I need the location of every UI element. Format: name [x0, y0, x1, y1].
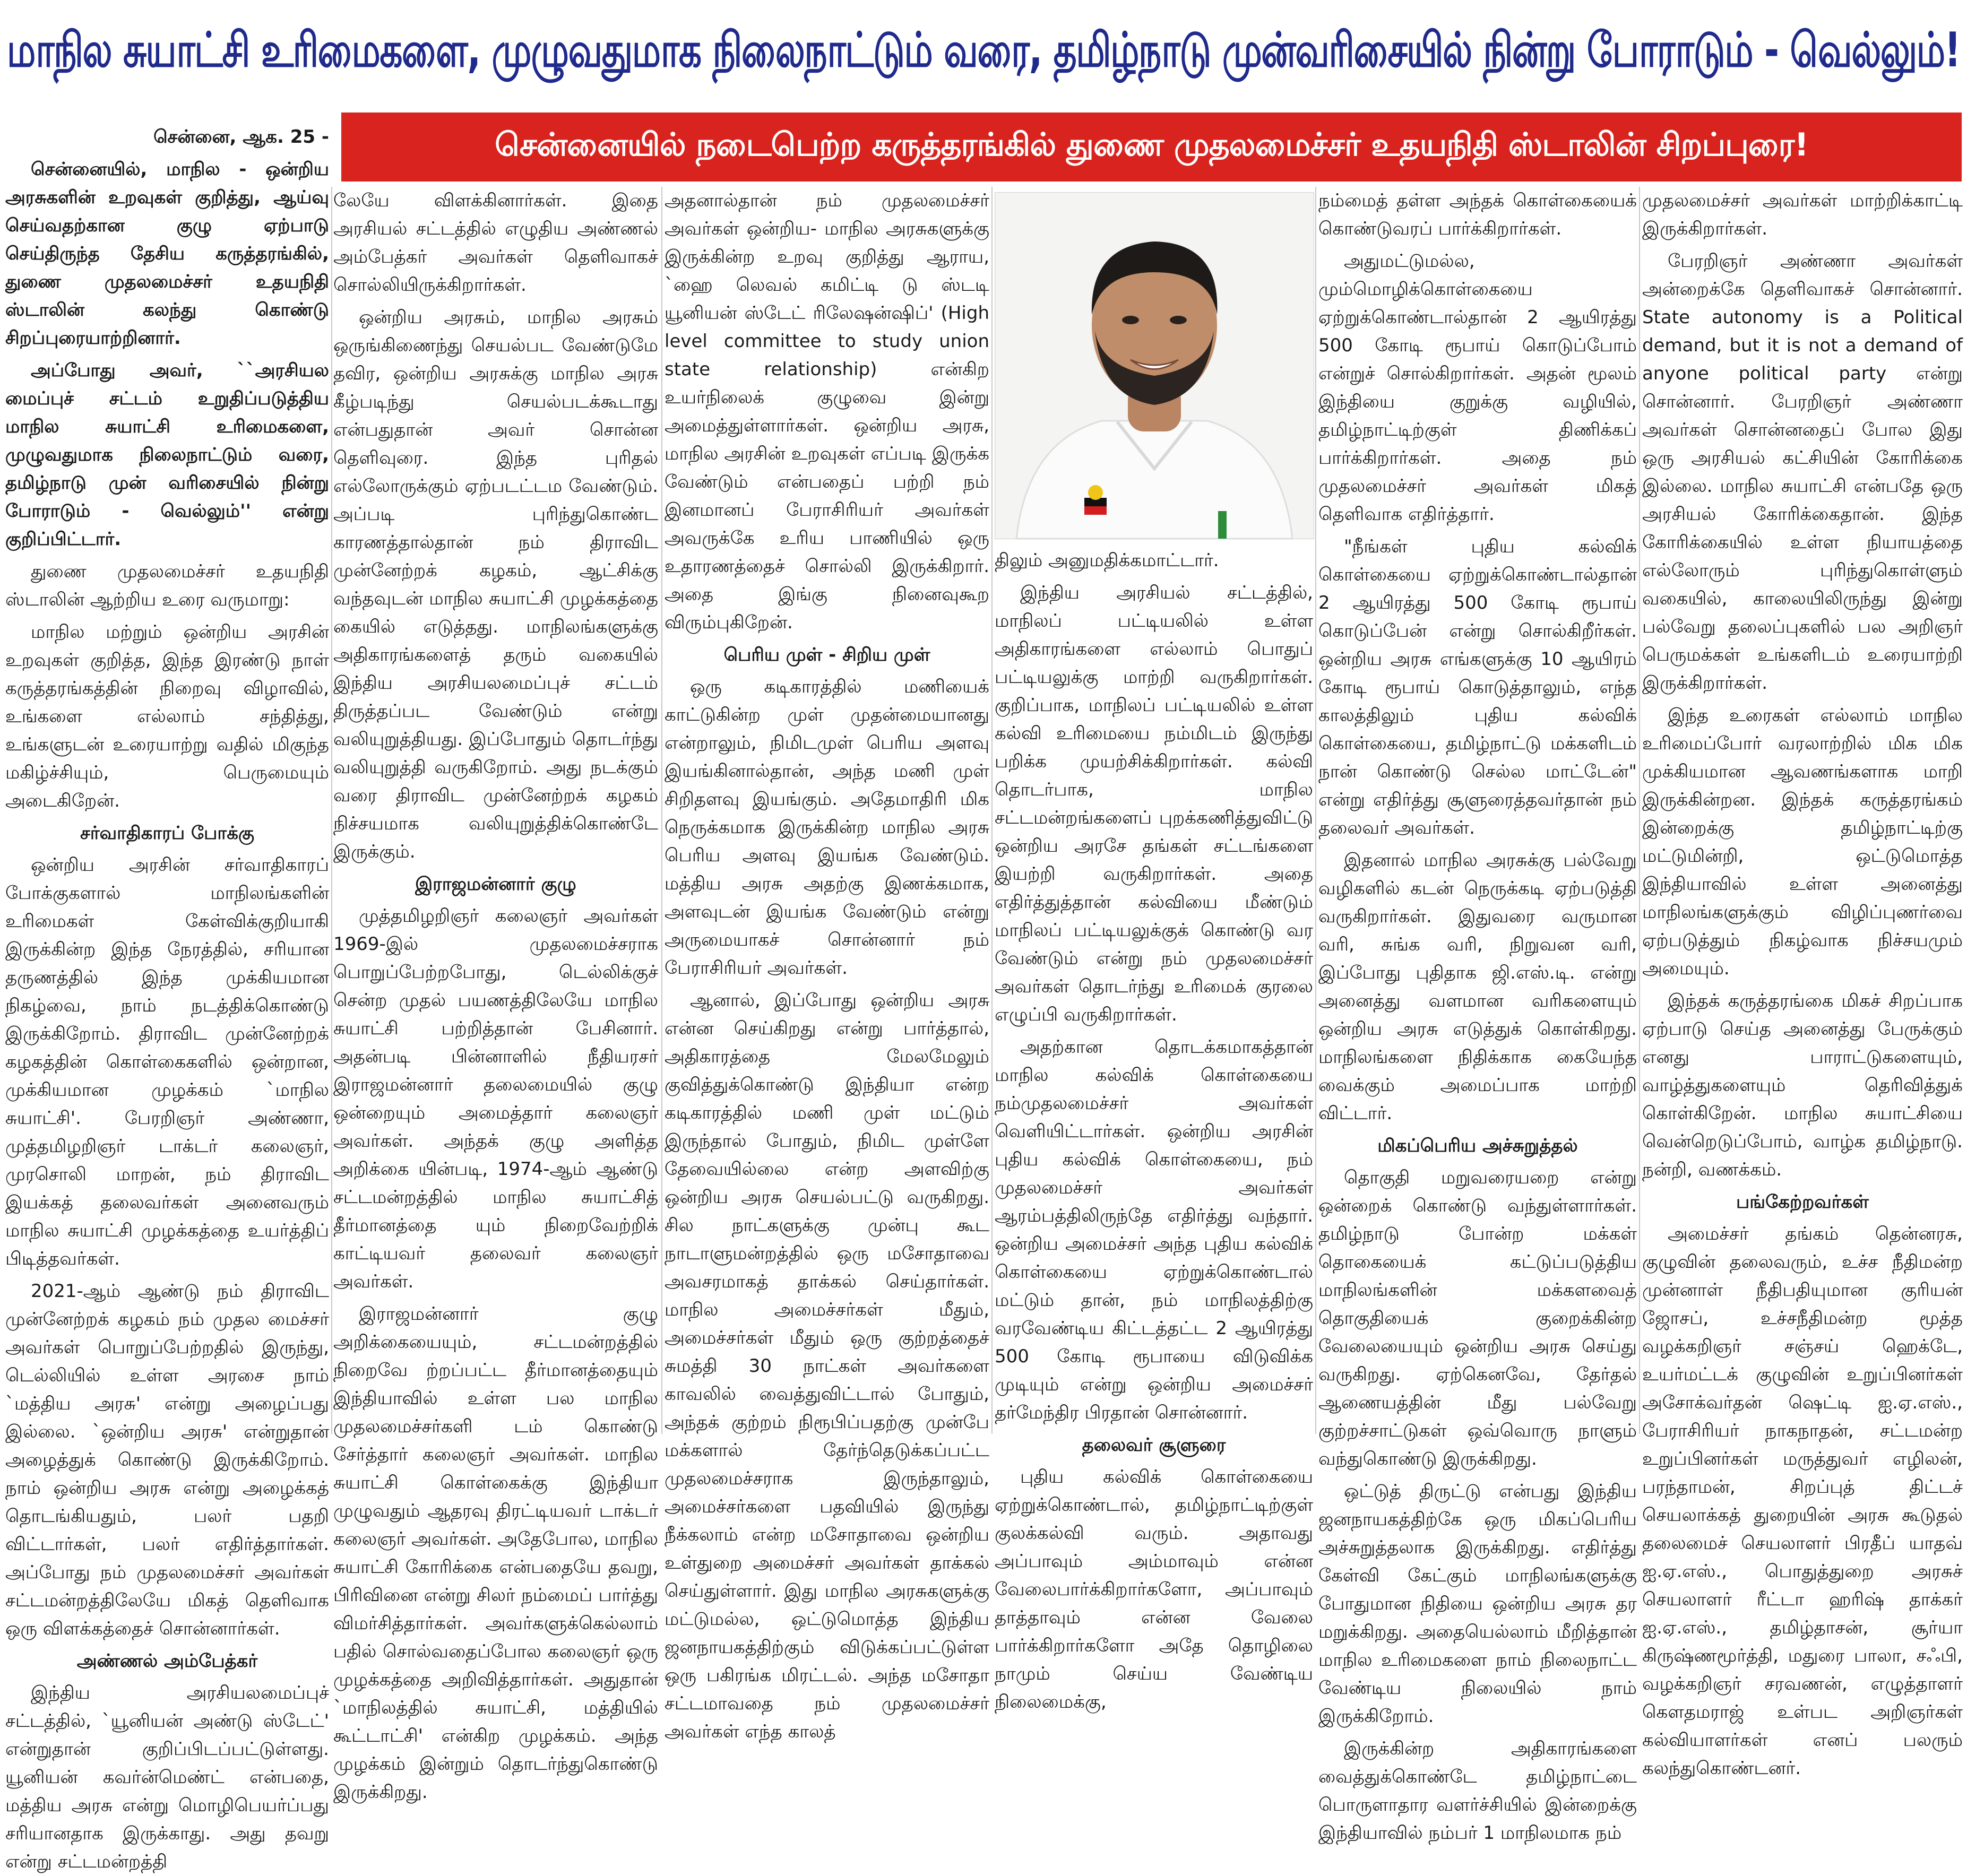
- section-heading: மிகப்பெரிய அச்சுறுத்தல்: [1377, 1135, 1578, 1156]
- column-divider: [1315, 187, 1316, 1434]
- section-heading: இராஜமன்னார் குழு: [415, 874, 576, 895]
- article-paragraph: ஒன்றிய அரசின் சர்வாதிகாரப் போக்குகளால் மாநிலங்களின் உரிமைகள் கேள்விக்குறியாகி இருக்கின்ற இந்த நேரத்தில், சரியான தருணத்தில் இந்த முக்கியமான நிகழ்வை, நாம் நடத்திக்கொண்டு இருக்கிறோம். திராவிட முன்னேற்றக் கழகத்தின் கொள்கைகளில் ஒன்றான, முக்கியமான முழக்கம் `மாநில சுயாட்சி'. பேரறிஞர் அண்ணா, முத்தமிழறிஞர் டாக்டர் கலைஞர், முரசொலி மாறன், நம் திராவிட இயக்கத் தலைவர்கள் அனைவரும் மாநில சுயாட்சி முழக்கத்தை உயர்த்திப் பிடித்தவர்கள்.: [5, 854, 329, 1269]
- article-column-2: [333, 187, 658, 1803]
- article-paragraph: அதனால்தான் நம் முதலமைச்சர் அவர்கள் ஒன்றிய- மாநில அரசுகளுக்கு இருக்கின்ற உறவு குறித்து ஆராய, `ஹை லெவல் கமிட்டி டு ஸ்டடி யூனியன் ஸ்டேட் ரிலேஷன்ஷிப்' (High level committee to study union state relationship) என்கிற உயர்நிலைக் குழுவை இன்று அமைத்துள்ளார்கள். ஒன்றிய அரசு, மாநில அரசின் உறவுகள் எப்படி இருக்க வேண்டும் என்பதைப் பற்றி நம் இனமானப் பேராசிரியர் அவர்கள் அவருக்கே உரிய பாணியில் ஒரு உதாரணத்தைச் சொல்லி இருக்கிறார். அதை இங்கு நினைவுகூற விரும்புகிறேன்.: [665, 190, 989, 633]
- column-divider: [1639, 187, 1640, 1434]
- article-paragraph: அமைச்சர் தங்கம் தென்னரசு, குழுவின் தலைவரும், உச்ச நீதிமன்ற முன்னாள் நீதிபதியுமான குரியன் ஜோசப், உச்சநீதிமன்ற மூத்த வழக்கறிஞர் சஞ்சய் ஹெக்டே, உயர்மட்டக் குழுவின் உறுப்பினர்கள் அசோக்வர்தன் ஷெட்டி ஐ.ஏ.எஸ்., பேராசிரியர் நாகநாதன், சட்டமன்ற உறுப்பினர்கள் மருத்துவர் எழிலன், பரந்தாமன், சிறப்புத் திட்டச் செயலாக்கத் துறையின் அரசு கூடுதல் தலைமைச் செயலாளர் பிரதீப் யாதவ் ஐ.ஏ.எஸ்., பொதுத்துறை அரசுச் செயலாளர் ரீட்டா ஹரிஷ் தாக்கர் ஐ.ஏ.எஸ்., தமிழ்தாசன், சூர்யா கிருஷ்ணமூர்த்தி, மதுரை பாலா, சஃபி, வழக்கறிஞர் சரவணன், எழுத்தாளர் கௌதமராஜ் உள்பட அறிஞர்கள் கல்வியாளர்கள் எனப் பலரும் கலந்துகொண்டனர்.: [1642, 1223, 1963, 1779]
- article-paragraph: ஒன்றிய அரசும், மாநில அரசும் ஒருங்கிணைந்து செயல்பட வேண்டுமே தவிர, ஒன்றிய அரசுக்கு மாநில அரசு கீழ்படிந்து செயல்படக்கூடாது என்பதுதான் அவர் சொன்ன தெளிவுரை. இந்த புரிதல் எல்லோருக்கும் ஏற்படட்டம வேண்டும். அப்படி புரிந்துகொண்ட காரணத்தால்தான் நம் திராவிட முன்னேற்றக் கழகம், ஆட்சிக்கு வந்தவுடன் மாநில சுயாட்சி முழக்கத்தை கையில் எடுத்தது. மாநிலங்களுக்கு அதிகாரங்களைத் தரும் வகையில் இந்திய அரசியலமைப்புச் சட்டம் திருத்தப்பட வேண்டும் என்று வலியுறுத்தியது. இப்போதும் தொடர்ந்து வலியுறுத்தி வருகிறோம். அது நடக்கும் வரை திராவிட முன்னேற்றக் கழகம் நிச்சயமாக வலியுறுத்திக்கொண்டே இருக்கும்.: [333, 307, 658, 862]
- section-heading: பெரிய முள் - சிறிய முள்: [723, 644, 930, 665]
- article-paragraph: சென்னையில், மாநில - ஒன்றிய அரசுகளின் உறவுகள் குறித்து, ஆய்வு செய்வதற்கான குழு ஏற்பாடு செய்திருந்த தேசிய கருத்தரங்கில், துணை முதலமைச்சர் உதயநிதி ஸ்டாலின் கலந்து கொண்டு சிறப்புரையாற்றினார்.: [5, 159, 329, 349]
- article-paragraph: நம்மைத் தள்ள அந்தக் கொள்கையைக் கொண்டுவரப் பார்க்கிறார்கள்.: [1318, 190, 1637, 239]
- article-paragraph: மாநில மற்றும் ஒன்றிய அரசின் உறவுகள் குறித்த, இந்த இரண்டு நாள் கருத்தரங்கத்தின் நிறைவு விழாவில், உங்களை எல்லாம் சந்தித்து, உங்களுடன் உரையாற்று வதில் மிகுந்த மகிழ்ச்சியும், பெருமையும் அடைகிறேன்.: [5, 621, 329, 811]
- article-paragraph: அப்போது அவர், ``அரசியல மைப்புச் சட்டம் உறுதிப்படுத்திய மாநில சுயாட்சி உரிமைகளை, முழுவதுமாக நிலைநாட்டும் வரை, தமிழ்நாடு முன் வரிசையில் நின்று போராடும் - வெல்லும்'' என்று குறிப்பிட்டார்.: [5, 360, 329, 550]
- article-paragraph: ஆனால், இப்போது ஒன்றிய அரசு என்ன செய்கிறது என்று பார்த்தால், அதிகாரத்தை மேலமேலும் குவித்துக்கொண்டு இந்தியா என்ற கடிகாரத்தில் மணி முள் மட்டும் இருந்தால் போதும், நிமிட முள்ளே தேவையில்லை என்ற அளவிற்கு ஒன்றிய அரசு செயல்பட்டு வருகிறது. சில நாட்களுக்கு முன்பு கூட நாடாளுமன்றத்தில் ஒரு மசோதாவை அவசரமாகத் தாக்கல் செய்தார்கள். மாநில அமைச்சர்கள் மீதும், அமைச்சர்கள் மீதும் ஒரு குற்றத்தைச் சுமத்தி 30 நாட்கள் அவர்களை காவலில் வைத்துவிட்டால் போதும், அந்தக் குற்றம் நிரூபிப்பதற்கு முன்பே மக்களால் தேர்ந்தெடுக்கப்பட்ட முதலமைச்சராக இருந்தாலும், அமைச்சர்களை பதவியில் இருந்து நீக்கலாம் என்ற மசோதாவை ஒன்றிய உள்துறை அமைச்சர் அவர்கள் தாக்கல் செய்துள்ளார். இது மாநில அரசுகளுக்கு மட்டுமல்ல, ஒட்டுமொத்த இந்திய ஜனநாயகத்திற்கும் விடுக்கப்பட்டுள்ள ஒரு பகிரங்க மிரட்டல். அந்த மசோதா சட்டமாவதை நம் முதலமைச்சர் அவர்கள் எந்த காலத்: [665, 990, 989, 1742]
- article-column-6: [1642, 187, 1963, 1779]
- section-heading: சர்வாதிகாரப் போக்கு: [80, 823, 254, 844]
- article-paragraph: இந்திய அரசியல் சட்டத்தில், மாநிலப் பட்டியலில் உள்ள அதிகாரங்களை எல்லாம் பொதுப் பட்டியலுக்கு மாற்றி வருகிறார்கள். குறிப்பாக, மாநிலப் பட்டியலில் உள்ள கல்வி உரிமையை நம்மிடம் இருந்து பறிக்க முயற்சிக்கிறார்கள். கல்வி தொடர்பாக, மாநில சட்டமன்றங்களைப் புறக்கணித்துவிட்டு ஒன்றிய அரசே தங்கள் சட்டங்களை இயற்றி வருகிறார்கள். அதை எதிர்த்துத்தான் கல்வியை மீண்டும் மாநிலப் பட்டியலுக்குக் கொண்டு வர வேண்டும் என்று நம் முதலமைச்சர் அவர்கள் தொடர்ந்து உரிமைக் குரலை எழுப்பி வருகிறார்கள்.: [995, 582, 1313, 1025]
- article-paragraph: "நீங்கள் புதிய கல்விக் கொள்கையை ஏற்றுக்கொண்டால்தான் 2 ஆயிரத்து 500 கோடி ரூபாய் கொடுப்பேன் என்று சொல்கிறீர்கள். ஒன்றிய அரசு எங்களுக்கு 10 ஆயிரம் கோடி ரூபாய் கொடுத்தாலும், எந்த காலத்திலும் புதிய கல்விக் கொள்கையை, தமிழ்நாட்டு மக்களிடம் நான் கொண்டு செல்ல மாட்டேன்" என்று எதிர்த்து சூளுரைத்தவர்தான் நம் தலைவர் அவர்கள்.: [1318, 536, 1637, 838]
- column-divider: [991, 187, 993, 1434]
- article-paragraph: தொகுதி மறுவரையறை என்று ஒன்றைக் கொண்டு வந்துள்ளார்கள். தமிழ்நாடு போன்ற மக்கள் தொகையைக் கட்டுப்படுத்திய மாநிலங்களின் மக்களவைத் தொகுதியைக் குறைக்கின்ற வேலையையும் ஒன்றிய அரசு செய்து வருகிறது. ஏற்கெனவே, தேர்தல் ஆணையத்தின் மீது பல்வேறு குற்றச்சாட்டுகள் ஒவ்வொரு நாளும் வந்துகொண்டு இருக்கிறது.: [1318, 1167, 1637, 1469]
- article-paragraph: அதுமட்டுமல்ல, மும்மொழிக்கொள்கையை ஏற்றுக்கொண்டால்தான் 2 ஆயிரத்து 500 கோடி ரூபாய் கொடுப்போம் என்றுச் சொல்கிறார்கள். அதன் மூலம் இந்தியை குறுக்கு வழியில், தமிழ்நாட்டிற்குள் திணிக்கப் பார்க்கிறார்கள். அதை நம் முதலமைச்சர் அவர்கள் மிகத் தெளிவாக எதிர்த்தார்.: [1318, 250, 1637, 525]
- column-divider: [331, 187, 332, 1434]
- subheadline-box: [341, 113, 1962, 181]
- article-paragraph: இந்திய அரசியலமைப்புச் சட்டத்தில், `யூனியன் அண்டு ஸ்டேட்' என்றுதான் குறிப்பிடப்பட்டுள்ளது. யூனியன் கவர்ன்மெண்ட் என்பதை, மத்திய அரசு என்று மொழிபெயர்ப்பது சரியானதாக இருக்காது. அது தவறு என்று சட்டமன்றத்தி: [5, 1682, 329, 1872]
- article-paragraph: இருக்கின்ற அதிகாரங்களை வைத்துக்கொண்டே தமிழ்நாட்டை பொருளாதார வளர்ச்சியில் இன்றைக்கு இந்தியாவில் நம்பர் 1 மாநிலமாக நம்: [1318, 1738, 1637, 1844]
- dateline: சென்னை, ஆக. 25 -: [153, 126, 329, 148]
- column-divider: [661, 187, 662, 1434]
- article-paragraph: அதற்கான தொடக்கமாகத்தான் மாநில கல்விக் கொள்கையை நம்முதலமைச்சர் அவர்கள் வெளியிட்டார்கள். ஒன்றிய அரசின் புதிய கல்விக் கொள்கையை, நம் முதலமைச்சர் அவர்கள் ஆரம்பத்திலிருந்தே எதிர்த்து வந்தார். ஒன்றிய அமைச்சர் அந்த புதிய கல்விக் கொள்கையை ஏற்றுக்கொண்டால் மட்டும் தான், நம் மாநிலத்திற்கு வரவேண்டிய கிட்டத்தட்ட 2 ஆயிரத்து 500 கோடி ரூபாயை விடுவிக்க முடியும் என்று ஒன்றிய அமைச்சர் தர்மேந்திர பிரதான் சொன்னார்.: [995, 1036, 1313, 1423]
- article-paragraph: துணை முதலமைச்சர் உதயநிதி ஸ்டாலின் ஆற்றிய உரை வருமாறு:: [5, 561, 329, 610]
- article-paragraph: முதலமைச்சர் அவர்கள் மாற்றிக்காட்டி இருக்கிறார்கள்.: [1642, 190, 1963, 239]
- article-paragraph: பேரறிஞர் அண்ணா அவர்கள் அன்றைக்கே தெளிவாகச் சொன்னார். State autonomy is a Political demand, but it is not a demand of anyone political party என்று சொன்னார். பேரறிஞர் அண்ணா அவர்கள் சொன்னதைப் போல இது ஒரு அரசியல் கட்சியின் கோரிக்கை இல்லை. மாநில சுயாட்சி என்பதே ஒரு அரசியல் கோரிக்கைதான். இந்த கோரிக்கையில் உள்ள நியாயத்தை எல்லோரும் புரிந்துகொள்ளும் வகையில், காலையிலிருந்து இன்று பல்வேறு தலைப்புகளில் பல அறிஞர் பெருமக்கள் உங்களிடம் உரையாற்றி இருக்கிறார்கள்.: [1642, 250, 1963, 694]
- section-heading: அண்ணல் அம்பேத்கர்: [76, 1650, 258, 1672]
- article-paragraph: ஒட்டுத் திருட்டு என்பது இந்திய ஜனநாயகத்திற்கே ஒரு மிகப்பெரிய அச்சுறுத்தலாக இருக்கிறது. எதிர்த்து கேள்வி கேட்கும் மாநிலங்களுக்கு போதுமான நிதியை ஒன்றிய அரசு தர மறுக்கிறது. அதையெல்லாம் மீறித்தான் மாநில உரிமைகளை நாம் நிலைநாட்ட வேண்டிய நிலையில் நாம் இருக்கிறோம்.: [1318, 1481, 1637, 1727]
- article-paragraph: முத்தமிழறிஞர் கலைஞர் அவர்கள் 1969-இல் முதலமைச்சராக பொறுப்பேற்றபோது, டெல்லிக்குச் சென்ற முதல் பயணத்திலேயே மாநில சுயாட்சி பற்றித்தான் பேசினார். அதன்படி பின்னாளில் நீதியரசர் இராஜமன்னார் தலைமையில் குழு ஒன்றையும் அமைத்தார் கலைஞர் அவர்கள். அந்தக் குழு அளித்த அறிக்கை யின்படி, 1974-ஆம் ஆண்டு சட்டமன்றத்தில் மாநில சுயாட்சித் தீர்மானத்தை யும் நிறைவேற்றிக் காட்டியவர் தலைவர் கலைஞர் அவர்கள்.: [333, 905, 658, 1292]
- speaker-photo: [995, 192, 1314, 539]
- article-paragraph: லேயே விளக்கினார்கள். இதை அரசியல் சட்டத்தில் எழுதிய அண்ணல் அம்பேத்கர் அவர்கள் தெளிவாகச் சொல்லியிருக்கிறார்கள்.: [333, 190, 658, 296]
- article-column-3: [665, 187, 989, 1742]
- section-heading: பங்கேற்றவர்கள்: [1736, 1191, 1869, 1213]
- article-paragraph: ஒரு கடிகாரத்தில் மணியைக் காட்டுகின்ற முள் முதன்மையானது என்றாலும், நிமிடமுள் பெரிய அளவு இயங்கினால்தான், அந்த மணி முள் சிறிதளவு இயங்கும். அதேமாதிரி மிக நெருக்கமாக இருக்கின்ற மாநில அரசு பெரிய அளவு இயங்க வேண்டும். மத்திய அரசு அதற்கு இணக்கமாக, அளவுடன் இயங்க வேண்டும் என்று அருமையாகச் சொன்னார் நம் பேராசிரியர் அவர்கள்.: [665, 676, 989, 979]
- subheadline: சென்னையில் நடைபெற்ற கருத்தரங்கில் துணை முதலமைச்சர் உதயநிதி ஸ்டாலின் சிறப்புரை!: [495, 126, 1808, 163]
- main-headline: மாநில சுயாட்சி உரிமைகளை, முழுவதுமாக நிலைநாட்டும் வரை, தமிழ்நாடு முன்வரிசையில் நின்று போராடும் - வெல்லும்!: [7, 22, 1960, 78]
- article-paragraph: திலும் அனுமதிக்கமாட்டார்.: [995, 550, 1219, 571]
- article-column-5: [1318, 187, 1637, 1844]
- article-column-4: [995, 547, 1313, 1713]
- article-paragraph: இந்த உரைகள் எல்லாம் மாநில உரிமைப்போர் வரலாற்றில் மிக மிக முக்கியமான ஆவணங்களாக மாறி இருக்கின்றன. இந்தக் கருத்தரங்கம் இன்றைக்கு தமிழ்நாட்டிற்கு மட்டுமின்றி, ஒட்டுமொத்த இந்தியாவில் உள்ள அனைத்து மாநிலங்களுக்கும் விழிப்புணர்வை ஏற்படுத்தும் நிகழ்வாக நிச்சயமும் அமையும்.: [1642, 705, 1963, 979]
- article-paragraph: இந்தக் கருத்தரங்கை மிகச் சிறப்பாக ஏற்பாடு செய்த அனைத்து பேருக்கும் எனது பாராட்டுகளையும், வாழ்த்துகளையும் தெரிவித்துக் கொள்கிறேன். மாநில சுயாட்சியை வென்றெடுப்போம், வாழ்க தமிழ்நாடு. நன்றி, வணக்கம்.: [1642, 990, 1963, 1180]
- article-paragraph: இராஜமன்னார் குழு அறிக்கையையும், சட்டமன்றத்தில் நிறைவே ற்றப்பட்ட தீர்மானத்தையும் இந்தியாவில் உள்ள பல மாநில முதலமைச்சர்களி டம் கொண்டு சேர்த்தார் கலைஞர் அவர்கள். மாநில சுயாட்சி கொள்கைக்கு இந்தியா முழுவதும் ஆதரவு திரட்டியவர் டாக்டர் கலைஞர் அவர்கள். அதேபோல, மாநில சுயாட்சி கோரிக்கை என்பதையே தவறு, பிரிவினை என்று சிலர் நம்மைப் பார்த்து விமர்சித்தார்கள். அவர்களுக்கெல்லாம் பதில் சொல்வதைப்போல கலைஞர் ஒரு முழக்கத்தை அறிவித்தார்கள். அதுதான் `மாநிலத்தில் சுயாட்சி, மத்தியில் கூட்டாட்சி' என்கிற முழக்கம். அந்த முழக்கம் இன்றும் தொடர்ந்துகொண்டு இருக்கிறது.: [333, 1303, 658, 1803]
- article-column-1: [5, 123, 329, 1872]
- article-paragraph: புதிய கல்விக் கொள்கையை ஏற்றுக்கொண்டால், தமிழ்நாட்டிற்குள் குலக்கல்வி வரும். அதாவது அப்பாவும் அம்மாவும் என்ன வேலைபார்க்கிறார்களோ, அப்பாவும் தாத்தாவும் என்ன வேலை பார்க்கிறார்களோ அதே தொழிலை நாமும் செய்ய வேண்டிய நிலைமைக்கு,: [995, 1466, 1313, 1713]
- article-paragraph: 2021-ஆம் ஆண்டு நம் திராவிட முன்னேற்றக் கழகம் நம் முதல மைச்சர் அவர்கள் பொறுப்பேற்றதில் இருந்து, டெல்லியில் உள்ள அரசை நாம் `மத்திய அரசு' என்று அழைப்பது இல்லை. `ஒன்றிய அரசு' என்றுதான் அழைத்துக் கொண்டு இருக்கிறோம். நாம் ஒன்றிய அரசு என்று அழைக்கத் தொடங்கியதும், பலர் பதறி விட்டார்கள், பலர் எதிர்த்தார்கள். அப்போது நம் முதலமைச்சர் அவர்கள் சட்டமன்றத்திலேயே மிகத் தெளிவாக ஒரு விளக்கத்தைச் சொன்னார்கள்.: [5, 1281, 329, 1639]
- section-heading: தலைவர் சூளுரை: [1082, 1434, 1226, 1456]
- article-paragraph: இதனால் மாநில அரசுக்கு பல்வேறு வழிகளில் கடன் நெருக்கடி ஏற்படுத்தி வருகிறார்கள். இதுவரை வருமான வரி, சுங்க வரி, நிறுவன வரி, இப்போது புதிதாக ஜி.எஸ்.டி. என்று அனைத்து வளமான வரிகளையும் ஒன்றிய அரசு எடுத்துக் கொள்கிறது. மாநிலங்களை நிதிக்காக கையேந்த வைக்கும் அமைப்பாக மாற்றி விட்டார்.: [1318, 850, 1637, 1124]
- portrait-image: [995, 193, 1314, 539]
- main-headline-banner: [0, 0, 1967, 106]
